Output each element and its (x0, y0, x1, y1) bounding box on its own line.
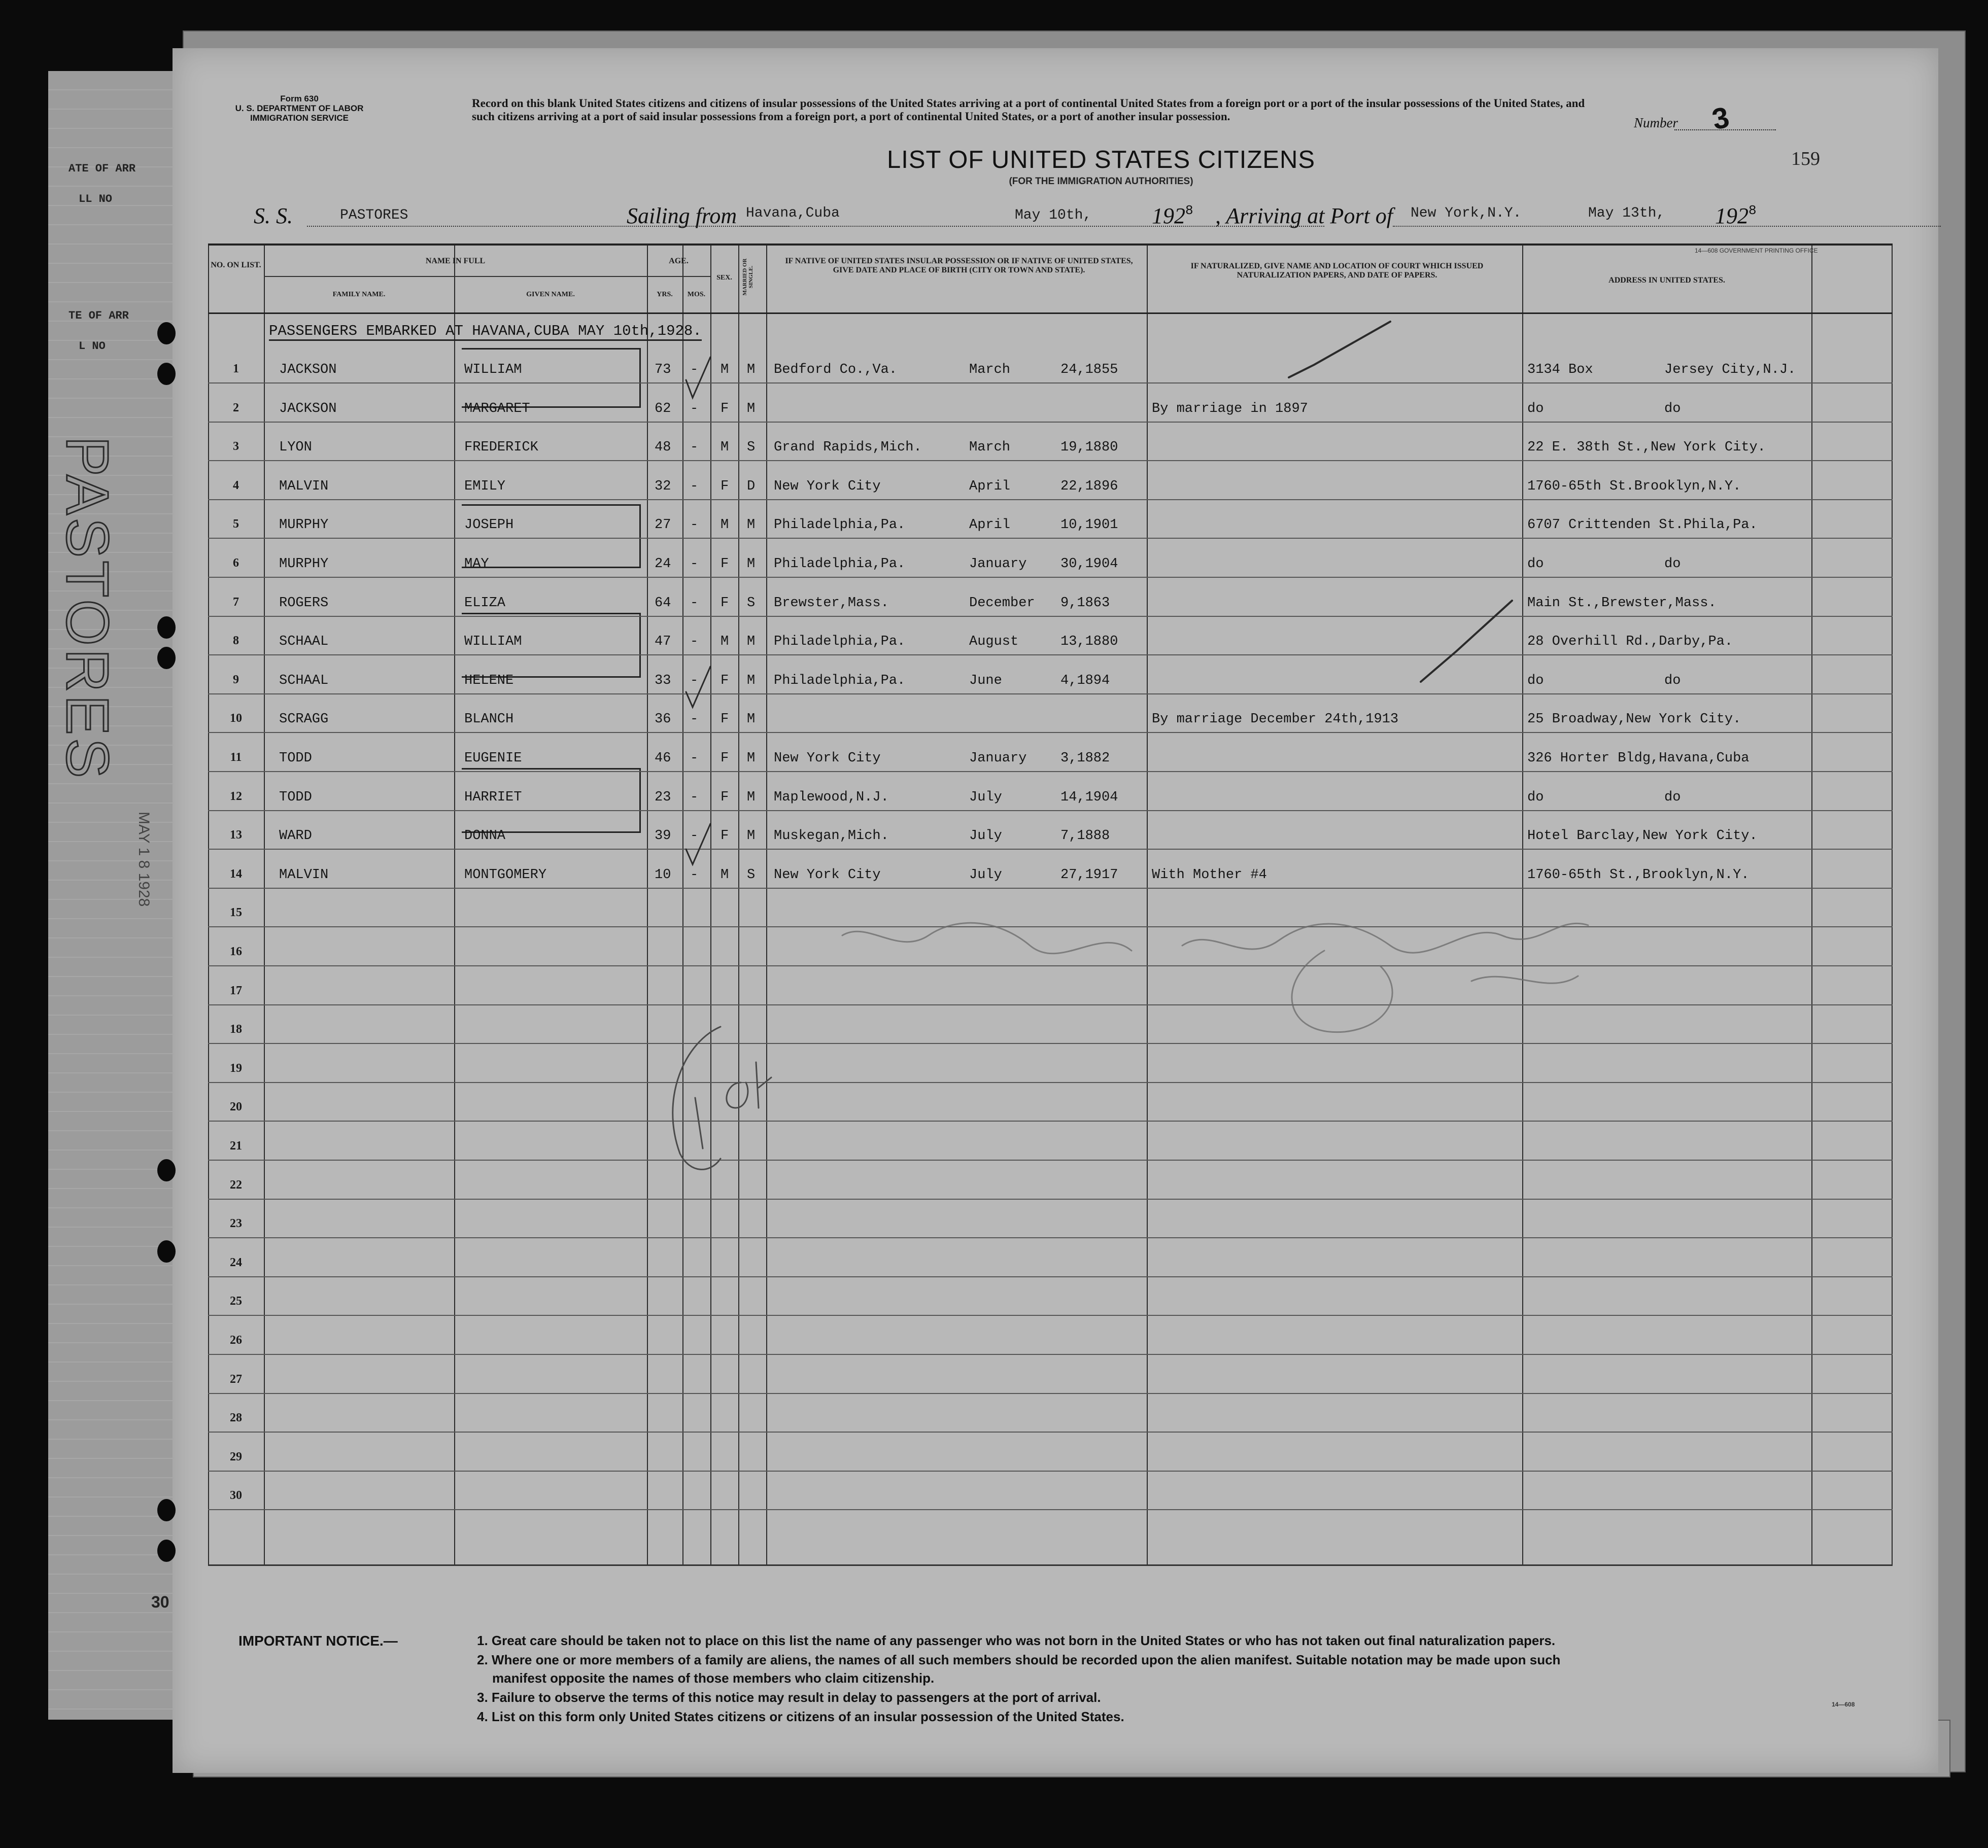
birthplace: Philadelphia,Pa. (774, 556, 906, 572)
age-years: 48 (655, 440, 671, 456)
given-name: WILLIAM (464, 362, 522, 377)
binding-hole (157, 1540, 176, 1562)
birth-month: January (969, 556, 1027, 572)
naturalization-info: With Mother #4 (1152, 867, 1267, 883)
birth-month: December (969, 595, 1035, 611)
embarked-note: PASSENGERS EMBARKED AT HAVANA,CUBA MAY 10th,1928. (269, 323, 702, 341)
given-name: WILLIAM (464, 634, 522, 650)
birth-day-year: 7,1888 (1060, 828, 1110, 844)
address: do (1527, 401, 1544, 416)
address: 3134 Box (1527, 362, 1593, 377)
notice-item-1: 1. Great care should be taken not to place on this list the name of any passenger who was not born in the United States or who has not taken out final naturalization papers. (477, 1633, 1556, 1648)
birthplace: Maplewood,N.J. (774, 789, 889, 805)
sex: F (721, 789, 729, 805)
address-city: do (1664, 789, 1681, 805)
row-number: 2 (233, 401, 239, 414)
col-header-age: AGE. (669, 257, 689, 265)
row-number: 19 (230, 1061, 242, 1075)
birthplace: Philadelphia,Pa. (774, 517, 906, 533)
given-name: FREDERICK (464, 440, 538, 456)
family-name: SCHAAL (279, 673, 329, 688)
given-name: MAY (464, 556, 489, 572)
marital-status: D (747, 478, 756, 494)
marital-status: M (747, 556, 756, 572)
row-number: 6 (233, 556, 239, 570)
notice-form-code: 14—608 (1832, 1701, 1855, 1708)
sex: F (721, 556, 729, 572)
address: 28 Overhill Rd.,Darby,Pa. (1527, 634, 1733, 650)
marital-status: S (747, 595, 756, 611)
notice-lead: IMPORTANT NOTICE.— (238, 1633, 398, 1649)
department-name: U. S. DEPARTMENT OF LABOR (235, 103, 364, 113)
printer-code: 14—608 GOVERNMENT PRINTING OFFICE (1695, 247, 1818, 254)
col-header-address: ADDRESS IN UNITED STATES. (1608, 276, 1725, 285)
col-header-no: NO. ON LIST. (211, 261, 261, 269)
side-strip-number: 30 (151, 1593, 169, 1611)
address: 6707 Crittenden St.Phila,Pa. (1527, 517, 1758, 533)
row-number: 7 (233, 595, 239, 609)
row-number: 18 (230, 1023, 242, 1036)
address-city: Jersey City,N.J. (1664, 362, 1796, 377)
row-number: 28 (230, 1411, 242, 1425)
age-years: 32 (655, 478, 671, 494)
sex: F (721, 478, 729, 494)
row-number: 3 (233, 440, 239, 454)
birth-month: March (969, 440, 1011, 456)
address-city: do (1664, 556, 1681, 572)
age-months: - (690, 478, 699, 494)
row-number: 4 (233, 478, 239, 492)
family-name: MURPHY (279, 517, 329, 533)
given-name: MARGARET (464, 401, 530, 416)
family-name: MALVIN (279, 478, 329, 494)
family-name: WARD (279, 828, 312, 844)
notice-item-3: 3. Failure to observe the terms of this notice may result in delay to passengers at the port of arrival. (477, 1690, 1101, 1705)
birth-day-year: 3,1882 (1060, 751, 1110, 766)
family-name: JACKSON (279, 362, 337, 377)
address: 25 Broadway,New York City. (1527, 712, 1741, 727)
family-name: SCRAGG (279, 712, 329, 727)
side-strip (48, 71, 177, 1720)
sex: M (721, 440, 729, 456)
number-value: 3 (1709, 100, 1732, 136)
departure-date: May 10th, (1015, 207, 1092, 223)
row-number: 8 (233, 634, 239, 648)
arrival-year-prefix: 192 (1715, 203, 1749, 228)
marital-status: M (747, 751, 756, 766)
row-number: 27 (230, 1372, 242, 1386)
address-city: do (1664, 673, 1681, 688)
family-name: ROGERS (279, 595, 329, 611)
row-number: 23 (230, 1217, 242, 1231)
age-years: 64 (655, 595, 671, 611)
col-header-married: MARRIED OR SINGLE. (742, 258, 754, 296)
birth-month: April (969, 517, 1011, 533)
departure-year-prefix: 192 (1152, 203, 1185, 228)
row-number: 30 (230, 1489, 242, 1503)
sex: F (721, 401, 729, 416)
family-name: JACKSON (279, 401, 337, 416)
address: 326 Horter Bldg,Havana,Cuba (1527, 751, 1750, 766)
birth-month: July (969, 828, 1002, 844)
col-header-given-name: GIVEN NAME. (526, 291, 575, 298)
birthplace: New York City (774, 867, 881, 883)
binding-hole (157, 616, 176, 639)
row-number: 5 (233, 517, 239, 531)
age-years: 62 (655, 401, 671, 416)
arriving-label: , Arriving at Port of (1215, 203, 1393, 228)
birth-day-year: 30,1904 (1060, 556, 1118, 572)
age-years: 24 (655, 556, 671, 572)
birth-day-year: 27,1917 (1060, 867, 1118, 883)
pencil-mark (727, 1062, 771, 1108)
sex: F (721, 712, 729, 727)
form-number: Form 630 (280, 94, 319, 103)
age-months: - (690, 789, 699, 805)
marital-status: S (747, 867, 756, 883)
age-years: 46 (655, 751, 671, 766)
col-header-naturalized: IF NATURALIZED, GIVE NAME AND LOCATION OF COURT WHICH ISSUED NATURALIZATION PAPERS, AND DATE OF PAPERS. (1190, 262, 1484, 280)
birth-day-year: 22,1896 (1060, 478, 1118, 494)
row-number: 12 (230, 789, 242, 803)
birth-day-year: 24,1855 (1060, 362, 1118, 377)
check-mark (686, 667, 710, 707)
family-name: MALVIN (279, 867, 329, 883)
sailing-from-label: Sailing from (627, 203, 737, 228)
given-name: MONTGOMERY (464, 867, 547, 883)
age-months: - (690, 673, 699, 688)
binding-hole (157, 322, 176, 344)
binding-hole (157, 1159, 176, 1181)
birthplace: Brewster,Mass. (774, 595, 889, 611)
age-months: - (690, 828, 699, 844)
arrival-port: New York,N.Y. (1411, 205, 1522, 221)
marital-status: M (747, 673, 756, 688)
row-number: 9 (233, 673, 239, 686)
marital-status: M (747, 634, 756, 650)
age-months: - (690, 517, 699, 533)
age-months: - (690, 401, 699, 416)
faint-signature (1292, 951, 1392, 1032)
arrival-year (1715, 203, 1757, 229)
form-header-block (228, 94, 370, 123)
birth-month: April (969, 478, 1011, 494)
given-name: EMILY (464, 478, 506, 494)
row-number: 21 (230, 1139, 242, 1153)
row-number: 11 (230, 751, 242, 764)
row-number: 16 (230, 945, 242, 958)
row-number: 17 (230, 984, 242, 997)
marital-status: M (747, 362, 756, 377)
given-name: HARRIET (464, 789, 522, 805)
sailing-details (173, 200, 1938, 236)
page-number: 159 (1791, 148, 1820, 169)
birth-day-year: 13,1880 (1060, 634, 1118, 650)
arrival-year-suffix: 8 (1749, 203, 1757, 218)
given-name: ELIZA (464, 595, 506, 611)
given-name: EUGENIE (464, 751, 522, 766)
given-name: HELENE (464, 673, 514, 688)
address: 1760-65th St.Brooklyn,N.Y. (1527, 478, 1741, 494)
row-number: 25 (230, 1295, 242, 1308)
check-mark (686, 824, 710, 864)
family-name: MURPHY (279, 556, 329, 572)
age-months: - (690, 440, 699, 456)
sex: F (721, 828, 729, 844)
address: Hotel Barclay,New York City. (1527, 828, 1758, 844)
side-strip-ship-name: PASTORES (54, 436, 121, 781)
notice-item-2-continued: manifest opposite the names of those members who claim citizenship. (492, 1670, 935, 1686)
marital-status: M (747, 828, 756, 844)
record-instructions: Record on this blank United States citizens and citizens of insular possessions of the United States arriving at a port of continental United States from a foreign port or a port of the insular possessions of the United States, and such citizens arriving at a port of said insular possessions from a foreign port, a port of continental United States, or a port of another insular possession. (472, 97, 1585, 123)
age-months: - (690, 595, 699, 611)
birthplace: Philadelphia,Pa. (774, 673, 906, 688)
departure-port: Havana,Cuba (746, 205, 840, 221)
family-name: LYON (279, 440, 312, 456)
binding-hole (157, 1499, 176, 1521)
col-header-birth: IF NATIVE OF UNITED STATES INSULAR POSSESSION OR IF NATIVE OF UNITED STATES, GIVE DATE AND PLACE OF BIRTH (CITY OR TOWN AND STATE). (785, 257, 1133, 274)
birth-day-year: 9,1863 (1060, 595, 1110, 611)
address-city: do (1664, 401, 1681, 416)
birth-day-year: 10,1901 (1060, 517, 1118, 533)
age-years: 23 (655, 789, 671, 805)
marital-status: M (747, 789, 756, 805)
row-number: 24 (230, 1256, 242, 1269)
col-header-family-name: FAMILY NAME. (332, 291, 386, 298)
pencil-mark (695, 1098, 703, 1148)
sex: F (721, 751, 729, 766)
notice-item-4: 4. List on this form only United States citizens or citizens of an insular possession of the United States. (477, 1709, 1124, 1724)
number-label: Number (1634, 115, 1678, 130)
age-months: - (690, 712, 699, 727)
form-title: LIST OF UNITED STATES CITIZENS (886, 146, 1316, 173)
age-months: - (690, 556, 699, 572)
row-number: 15 (230, 906, 242, 920)
given-name: BLANCH (464, 712, 514, 727)
arrival-line (1393, 226, 1941, 227)
sex: F (721, 595, 729, 611)
birthplace: Bedford Co.,Va. (774, 362, 898, 377)
age-years: 73 (655, 362, 671, 377)
faint-signature (1471, 976, 1578, 983)
handwritten-marks (208, 246, 1893, 1564)
binding-hole (157, 363, 176, 385)
pencil-mark (673, 1027, 721, 1169)
check-mark (1289, 322, 1390, 377)
address: Main St.,Brewster,Mass. (1527, 595, 1717, 611)
side-strip-stamp: MAY 1 8 1928 (135, 812, 152, 907)
departure-year-suffix: 8 (1185, 203, 1193, 218)
birthplace: Philadelphia,Pa. (774, 634, 906, 650)
age-months: - (690, 751, 699, 766)
notice-item-2: 2. Where one or more members of a family are aliens, the names of all such members should be recorded upon the alien manifest. Suitable notation may be made upon such (477, 1652, 1561, 1667)
sex: F (721, 673, 729, 688)
row-number: 13 (230, 828, 242, 842)
marital-status: M (747, 401, 756, 416)
naturalization-info: By marriage December 24th,1913 (1152, 712, 1399, 727)
age-months: - (690, 634, 699, 650)
naturalization-info: By marriage in 1897 (1152, 401, 1308, 416)
sex: M (721, 634, 729, 650)
address: do (1527, 673, 1544, 688)
departure-year (1152, 203, 1193, 229)
row-number: 14 (230, 867, 242, 881)
birthplace: New York City (774, 751, 881, 766)
birth-month: January (969, 751, 1027, 766)
sex: M (721, 867, 729, 883)
age-years: 27 (655, 517, 671, 533)
age-months: - (690, 362, 699, 377)
address: do (1527, 556, 1544, 572)
faint-signature (1182, 923, 1588, 953)
age-years: 36 (655, 712, 671, 727)
binding-hole (157, 647, 176, 669)
strip-label: ATE OF ARR (68, 162, 136, 175)
birth-day-year: 4,1894 (1060, 673, 1110, 688)
binding-hole (157, 1240, 176, 1263)
birth-month: July (969, 867, 1002, 883)
birthplace: Muskegan,Mich. (774, 828, 889, 844)
col-header-mos: MOS. (687, 291, 706, 298)
form-subtitle: (FOR THE IMMIGRATION AUTHORITIES) (1009, 176, 1193, 187)
family-name: SCHAAL (279, 634, 329, 650)
row-number: 29 (230, 1450, 242, 1463)
row-number: 10 (230, 712, 242, 725)
ss-label: S. S. (254, 203, 293, 228)
arrival-date: May 13th, (1588, 205, 1665, 221)
strip-label: L NO (79, 340, 106, 353)
col-header-sex: SEX. (716, 274, 732, 282)
strip-label: LL NO (79, 193, 113, 205)
address: 1760-65th St.,Brooklyn,N.Y. (1527, 867, 1750, 883)
sex: M (721, 362, 729, 377)
citizen-list-form (173, 48, 1938, 1773)
birth-month: June (969, 673, 1002, 688)
col-header-name-in-full: NAME IN FULL (425, 257, 486, 265)
birth-month: March (969, 362, 1011, 377)
ship-name: PASTORES (340, 207, 408, 223)
check-mark (1421, 601, 1512, 682)
address: do (1527, 789, 1544, 805)
birth-day-year: 19,1880 (1060, 440, 1118, 456)
birthplace: New York City (774, 478, 881, 494)
given-name: DONNA (464, 828, 506, 844)
birth-month: August (969, 634, 1019, 650)
address: 22 E. 38th St.,New York City. (1527, 440, 1766, 456)
birthplace: Grand Rapids,Mich. (774, 440, 922, 456)
birth-day-year: 14,1904 (1060, 789, 1118, 805)
age-years: 39 (655, 828, 671, 844)
row-number: 22 (230, 1178, 242, 1192)
family-name: TODD (279, 789, 312, 805)
age-years: 47 (655, 634, 671, 650)
marital-status: S (747, 440, 756, 456)
sex: M (721, 517, 729, 533)
birth-month: July (969, 789, 1002, 805)
family-name: TODD (279, 751, 312, 766)
given-name: JOSEPH (464, 517, 514, 533)
faint-signature (842, 923, 1132, 953)
row-number: 20 (230, 1100, 242, 1114)
age-months: - (690, 867, 699, 883)
age-years: 33 (655, 673, 671, 688)
check-mark (686, 357, 710, 398)
age-years: 10 (655, 867, 671, 883)
col-header-yrs: YRS. (657, 291, 673, 298)
row-number: 1 (233, 362, 239, 375)
passenger-table (208, 243, 1893, 1566)
service-name: IMMIGRATION SERVICE (250, 113, 349, 123)
row-number: 26 (230, 1334, 242, 1347)
strip-label: TE OF ARR (68, 309, 129, 322)
marital-status: M (747, 712, 756, 727)
marital-status: M (747, 517, 756, 533)
